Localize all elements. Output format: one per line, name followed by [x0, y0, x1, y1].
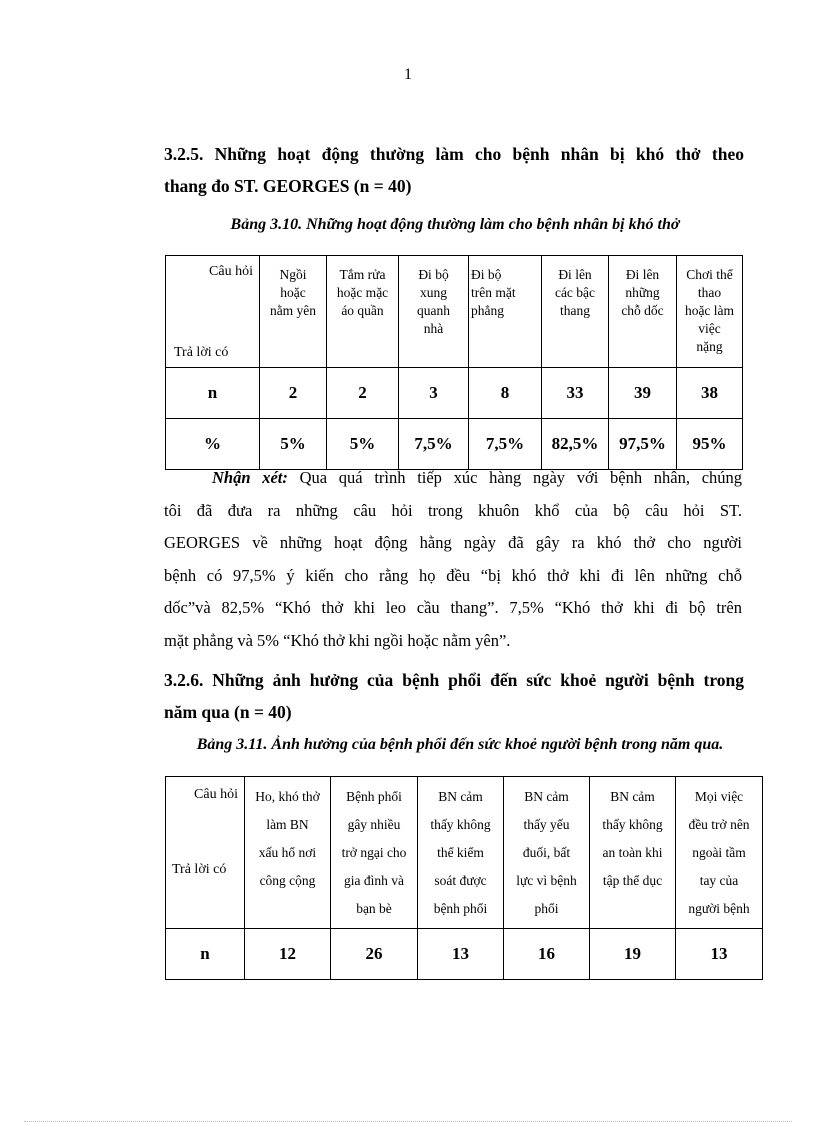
paragraph-line: Nhận xét: Qua quá trình tiếp xúc hàng ngày với bệnh nhân, chúng	[212, 468, 743, 487]
corner-question-label: Câu hỏi	[209, 264, 253, 279]
column-header: Đi bộ trên mặt phẳng	[469, 256, 542, 368]
paragraph-line: mặt phẳng và 5% “Khó thở khi ngồi hoặc nằm yên”.	[164, 630, 511, 650]
paragraph-line: dốc”và 82,5% “Khó thở khi leo cầu thang”. 7,5% “Khó thở khi đi bộ trên	[164, 598, 742, 617]
table-cell: 8	[469, 368, 542, 419]
comment-lead: Nhận xét:	[212, 468, 288, 487]
column-header: Đi lên những chỗ dốc	[609, 256, 677, 368]
table-row	[166, 929, 763, 980]
table-cell: 95%	[677, 419, 743, 470]
table-cell: 26	[331, 929, 418, 980]
column-header: BN cảm thấy không thể kiểm soát được bệnh phổi	[418, 777, 504, 929]
table-cell: 5%	[327, 419, 399, 470]
paragraph-line: tôi đã đưa ra những câu hỏi trong khuôn khổ của bộ câu hỏi ST.	[164, 500, 742, 520]
section-heading-3-2-5	[164, 138, 744, 202]
table-cell: 82,5%	[542, 419, 609, 470]
table-corner-cell	[166, 256, 260, 368]
column-header: BN cảm thấy không an toàn khi tập thể dục	[590, 777, 676, 929]
table-cell: 7,5%	[399, 419, 469, 470]
table-cell: 12	[245, 929, 331, 980]
table-cell: 19	[590, 929, 676, 980]
comment-paragraph	[164, 462, 742, 657]
column-header: Ngồi hoặc nằm yên	[260, 256, 327, 368]
row-label: n	[166, 929, 245, 980]
table-row	[166, 368, 743, 419]
row-label: n	[166, 368, 260, 419]
table-cell: 5%	[260, 419, 327, 470]
paragraph-line: bệnh có 97,5% ý kiến cho rằng họ đều “bị khó thở khi đi lên những chỗ	[164, 565, 742, 585]
table-cell: 38	[677, 368, 743, 419]
table-activities-dyspnea	[165, 255, 743, 470]
table-caption: Bảng 3.10. Những hoạt động thường làm cho bệnh nhân bị khó thở	[230, 216, 680, 233]
column-header: Tắm rửa hoặc mặc áo quần	[327, 256, 399, 368]
corner-question-label: Câu hỏi	[194, 787, 238, 802]
table-cell: 2	[327, 368, 399, 419]
table-cell: 97,5%	[609, 419, 677, 470]
column-header: Mọi việc đều trở nên ngoài tầm tay của người bệnh	[676, 777, 763, 929]
column-header: Đi lên các bậc thang	[542, 256, 609, 368]
paragraph-line: GEORGES về những hoạt động hằng ngày đã gây ra khó thở cho người	[164, 533, 742, 552]
table-header-row	[166, 256, 743, 368]
table-corner-cell	[166, 777, 245, 929]
row-label: %	[166, 419, 260, 470]
corner-answer-label: Trả lời có	[172, 862, 227, 877]
page-bottom-divider	[24, 1121, 792, 1122]
table-cell: 39	[609, 368, 677, 419]
table-cell: 16	[504, 929, 590, 980]
table-cell: 7,5%	[469, 419, 542, 470]
heading-line: 3.2.5. Những hoạt động thường làm cho bệnh nhân bị khó thở theo	[164, 144, 744, 164]
table-header-row	[166, 777, 763, 929]
table-lung-disease-impact	[165, 776, 763, 980]
section-heading-3-2-6	[164, 664, 744, 728]
column-header: Đi bộ xung quanh nhà	[399, 256, 469, 368]
page-number: 1	[404, 66, 412, 83]
heading-line: năm qua (n = 40)	[164, 702, 292, 722]
heading-line: thang đo ST. GEORGES (n = 40)	[164, 176, 412, 196]
table-caption: Bảng 3.11. Ảnh hưởng của bệnh phổi đến sức khoẻ người bệnh trong năm qua.	[196, 736, 724, 753]
heading-line: 3.2.6. Những ảnh hưởng của bệnh phổi đến sức khoẻ người bệnh trong	[164, 670, 744, 690]
column-header: Bệnh phổi gây nhiều trở ngại cho gia đình và bạn bè	[331, 777, 418, 929]
column-header: BN cảm thấy yếu đuối, bất lực vì bệnh phổi	[504, 777, 590, 929]
corner-answer-label: Trả lời có	[174, 345, 229, 360]
table-cell: 2	[260, 368, 327, 419]
table-cell: 3	[399, 368, 469, 419]
column-header: Chơi thể thao hoặc làm việc nặng	[677, 256, 743, 368]
column-header: Ho, khó thở làm BN xấu hổ nơi công cộng	[245, 777, 331, 929]
table-cell: 13	[676, 929, 763, 980]
table-cell: 33	[542, 368, 609, 419]
table-cell: 13	[418, 929, 504, 980]
